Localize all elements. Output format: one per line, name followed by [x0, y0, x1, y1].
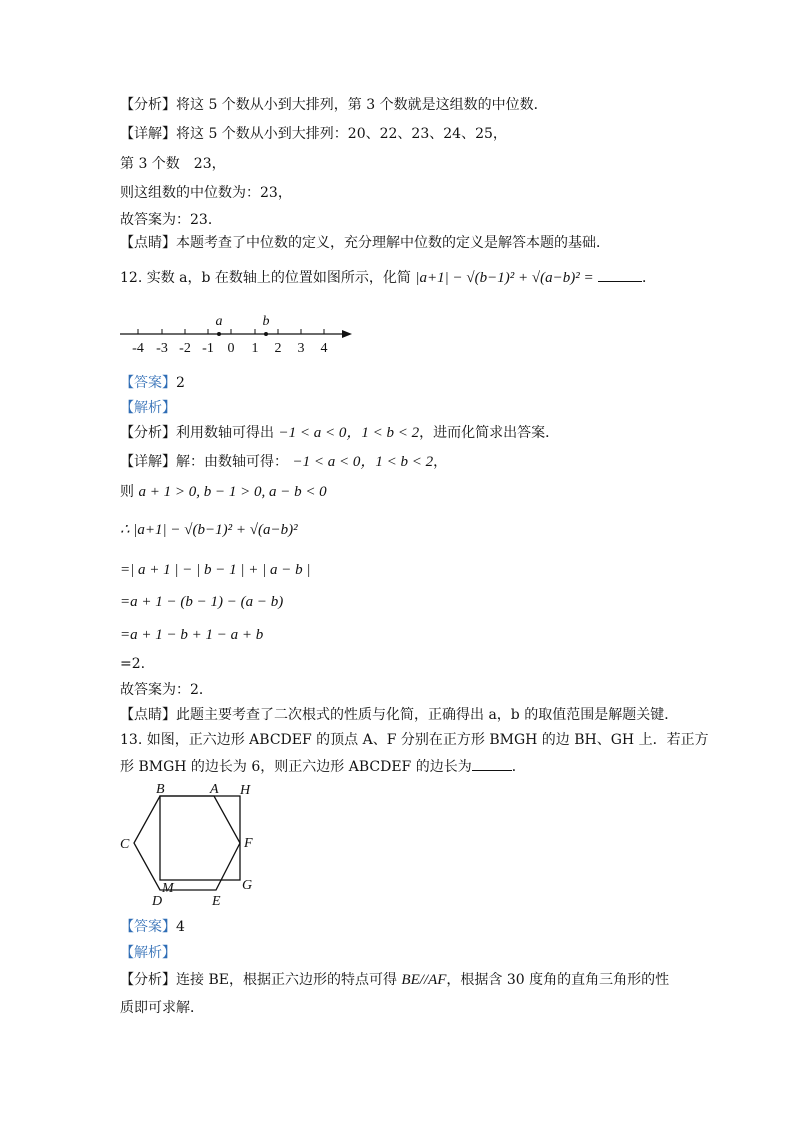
q12-stem-suffix: ． — [642, 270, 657, 286]
q12-detail-suffix: ， — [433, 454, 448, 470]
q12-then-expression: a + 1 > 0, b − 1 > 0, a − b < 0 — [138, 484, 327, 500]
answer-value: 2 — [176, 375, 185, 391]
vertex-label-f: F — [244, 836, 253, 851]
vertex-label-d: D — [152, 894, 163, 909]
point-a-label: a — [215, 314, 223, 329]
q13-analysis-prefix: 【分析】连接 BE，根据正六边形的特点可得 — [120, 972, 397, 988]
q12-jiexi-tag: 【解析】 — [120, 400, 176, 416]
q12-stem-expression: |a+1| − √(b−1)² + √(a−b)² = — [415, 270, 594, 286]
q12-step-2: =a + 1 − (b − 1) − (a − b) — [120, 594, 284, 610]
q12-then — [120, 482, 327, 502]
point-b-label: b — [262, 314, 270, 329]
q12-then-prefix: 则 — [120, 484, 134, 500]
q13-analysis-expression: BE//AF — [401, 972, 447, 988]
vertex-label-c: C — [120, 837, 130, 852]
tick-label: -2 — [179, 341, 191, 356]
q12-answer-line: 故答案为：2． — [120, 682, 213, 698]
tick-label: -1 — [202, 341, 214, 356]
q13-answer-blank — [472, 757, 512, 771]
q13-stem-line-2-prefix: 形 BMGH 的边长为 6，则正六边形 ABCDEF 的边长为 — [120, 759, 472, 775]
hexagon-square-figure — [116, 780, 266, 910]
q13-jiexi-tag: 【解析】 — [120, 945, 176, 961]
q13-analysis-line-1 — [120, 970, 669, 990]
tick-label: 2 — [274, 341, 282, 356]
q11-answer-line: 故答案为：23． — [120, 212, 222, 228]
answer-value: 4 — [176, 919, 185, 935]
tick-label: 0 — [227, 341, 235, 356]
q13-answer — [120, 917, 185, 937]
tick-label: -3 — [156, 341, 168, 356]
regular-hexagon-abcdef — [134, 796, 240, 890]
vertex-label-e: E — [212, 894, 221, 909]
q12-detail — [120, 452, 447, 472]
q12-answer-blank — [598, 268, 642, 282]
answer-tag: 【答案】 — [120, 375, 176, 391]
q11-third-number: 第 3 个数 23， — [120, 156, 226, 172]
q12-detail-inequality: −1 < a < 0，1 < b < 2 — [292, 454, 434, 470]
q12-analysis — [120, 423, 559, 443]
q13-stem-line-2-suffix: ． — [511, 759, 526, 775]
q13-stem-line-1: 13. 如图，正六边形 ABCDEF 的顶点 A、F 分别在正方形 BMGH 的边 BH、GH 上．若正方 — [120, 732, 709, 748]
answer-tag: 【答案】 — [120, 919, 176, 935]
q12-therefore: ∴ |a+1| − √(b−1)² + √(a−b)² — [120, 522, 298, 538]
point-a-dot — [217, 332, 221, 336]
tick-label: 1 — [251, 341, 259, 356]
vertex-label-a: A — [210, 782, 219, 797]
tick-label: 4 — [320, 341, 328, 356]
q12-step-1: =| a + 1 | − | b − 1 | + | a − b | — [120, 562, 311, 578]
q13-stem-line-2 — [120, 757, 526, 777]
q11-median: 则这组数的中位数为：23， — [120, 185, 292, 201]
tick-label: -4 — [132, 341, 144, 356]
vertex-label-b: B — [156, 782, 165, 797]
q13-analysis-line-2: 质即可求解． — [120, 1000, 204, 1016]
q12-analysis-prefix: 【分析】利用数轴可得出 — [120, 425, 274, 441]
q12-stem — [120, 268, 656, 288]
q12-comment: 【点睛】此题主要考查了二次根式的性质与化简，正确得出 a，b 的取值范围是解题关键． — [120, 707, 679, 723]
tick-label: 3 — [297, 341, 305, 356]
vertex-label-h: H — [240, 783, 251, 798]
q12-detail-prefix: 【详解】解：由数轴可得： — [120, 454, 288, 470]
q12-answer — [120, 373, 185, 393]
vertex-label-m: M — [162, 881, 174, 896]
number-line-figure — [118, 310, 358, 358]
q12-step-4: =2. — [120, 656, 146, 672]
vertex-label-g: G — [242, 878, 253, 893]
point-b-dot — [264, 332, 268, 336]
q11-analysis: 【分析】将这 5 个数从小到大排列，第 3 个数就是这组数的中位数． — [120, 97, 548, 113]
q12-analysis-inequality: −1 < a < 0，1 < b < 2 — [278, 425, 420, 441]
number-line-arrow — [342, 330, 352, 338]
q11-comment: 【点睛】本题考查了中位数的定义，充分理解中位数的定义是解答本题的基础． — [120, 235, 610, 251]
q11-detail: 【详解】将这 5 个数从小到大排列：20、22、23、24、25， — [120, 126, 507, 142]
q12-analysis-suffix: ，进而化简求出答案． — [419, 425, 560, 441]
q13-analysis-suffix: ，根据含 30 度角的直角三角形的性 — [446, 972, 670, 988]
q12-stem-prefix: 12. 实数 a，b 在数轴上的位置如图所示，化简 — [120, 270, 411, 286]
q12-step-3: =a + 1 − b + 1 − a + b — [120, 627, 264, 643]
